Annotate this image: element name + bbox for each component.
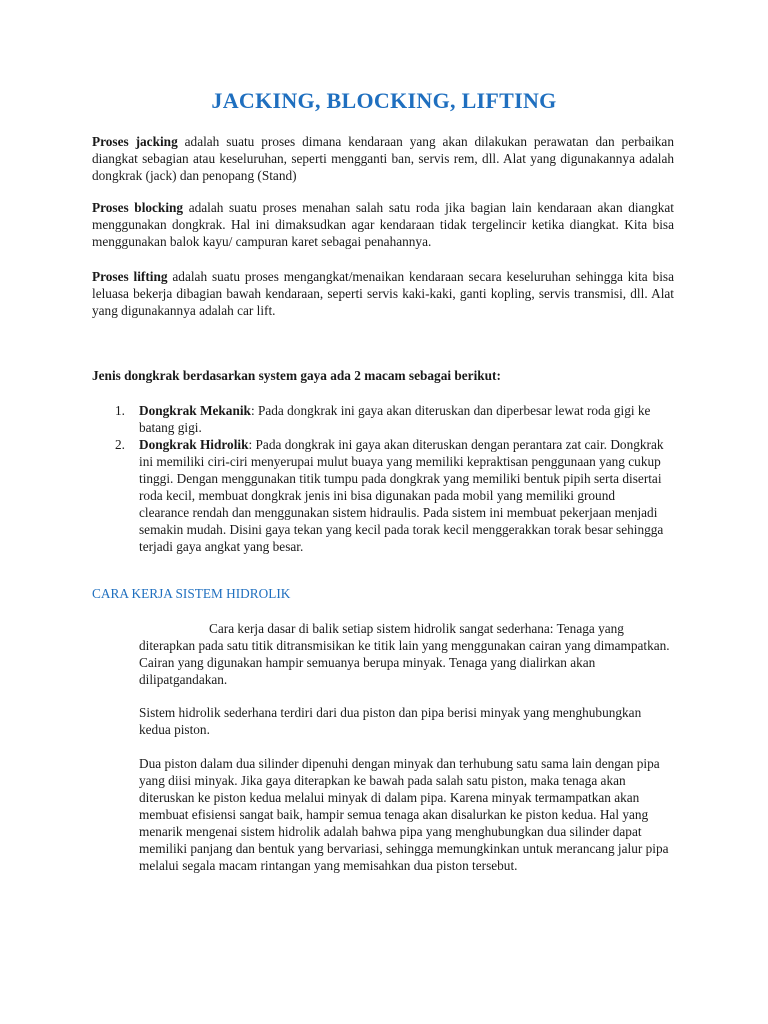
list-number: 1.	[115, 403, 125, 418]
paragraph-sistem-sederhana: Sistem hidrolik sederhana terdiri dari dua piston dan pipa berisi minyak yang menghubungkan kedua piston.	[139, 705, 642, 737]
term-dongkrak-mekanik: Dongkrak Mekanik	[139, 403, 251, 418]
jenis-dongkrak-heading: Jenis dongkrak berdasarkan system gaya ada 2 macam sebagai berikut:	[92, 368, 501, 383]
list-number: 2.	[115, 437, 125, 452]
term-blocking: Proses blocking	[92, 200, 184, 215]
term-lifting: Proses lifting	[92, 269, 168, 284]
text-blocking: adalah suatu proses menahan salah satu roda jika bagian lain kendaraan akan diangkat menggunakan dongkrak. Hal ini dimaksudkan agar kendaraan tidak tergelincir ketika diangkat. Kita bisa menggunakan balok kayu/ campuran karet sebagai penahannya.	[92, 200, 675, 249]
term-jacking: Proses jacking	[92, 134, 178, 149]
section-title-cara-kerja: CARA KERJA SISTEM HIDROLIK	[92, 586, 291, 601]
text-jacking: adalah suatu proses dimana kendaraan yang akan dilakukan perawatan dan perbaikan diangkat sebagian atau keseluruhan, seperti mengganti ban, servis rem, dll. Alat yang digunakannya adalah dongkrak (jack) dan penopang (Stand)	[92, 134, 674, 183]
list-item-dongkrak-hidrolik	[115, 436, 667, 555]
text-dongkrak-mekanik: : Pada dongkrak ini gaya akan diteruskan dan diperbesar lewat roda gigi ke batang gigi.	[139, 403, 651, 435]
document-title: JACKING, BLOCKING, LIFTING	[211, 88, 557, 113]
paragraph-lifting	[92, 268, 674, 319]
paragraph-cara-kerja-dasar	[139, 620, 673, 688]
jenis-dongkrak-list	[115, 402, 667, 555]
text-dongkrak-hidrolik: : Pada dongkrak ini gaya akan diteruskan dengan perantara zat cair. Dongkrak ini memiliki ciri-ciri menyerupai mulut buaya yang memiliki kepraktisan penggunaan yang cukup tinggi. Dengan menggunakan titik tumpu pada dongkrak yang memiliki bentuk pipih serta disertai roda kecil, membuat dongkrak jenis ini bisa digunakan pada mobil yang memiliki ground clearance rendah dan menggunakan sistem hidraulis. Pada sistem ini membuat pekerjaan menjadi semakin mudah. Disini gaya tekan yang kecil pada torak kecil menggerakkan torak besar sehingga terjadi gaya angkat yang besar.	[139, 437, 664, 554]
paragraph-dua-piston: Dua piston dalam dua silinder dipenuhi dengan minyak dan terhubung satu sama lain dengan pipa yang diisi minyak. Jika gaya diterapkan ke bawah pada salah satu piston, maka tenaga akan diteruskan ke piston kedua melalui minyak di dalam pipa. Karena minyak termampatkan akan membuat efisiensi sangat baik, hampir semua tenaga akan disalurkan ke piston kedua. Hal yang menarik mengenai sistem hidrolik adalah bahwa pipa yang menghubungkan dua silinder dapat memiliki panjang dan bentuk yang bervariasi, sehingga memungkinkan untuk merancang jalur pipa melalui segala macam rintangan yang memisahkan dua piston tersebut.	[139, 756, 669, 873]
text-lifting: adalah suatu proses mengangkat/menaikan kendaraan secara keseluruhan sehingga kita bisa leluasa bekerja dibagian bawah kendaraan, seperti servis kaki-kaki, ganti kopling, servis transmisi, dll. Alat yang digunakannya adalah car lift.	[92, 269, 674, 318]
paragraph-blocking	[92, 199, 674, 250]
text-cara-kerja-dasar: Cara kerja dasar di balik setiap sistem hidrolik sangat sederhana: Tenaga yang diterapkan pada satu titik ditransmisikan ke titik lain yang menggunakan cairan yang dimampatkan. Cairan yang digunakan hampir semuanya berupa minyak. Tenaga yang dialirkan akan dilipatgandakan.	[139, 621, 670, 687]
list-item-dongkrak-mekanik	[115, 402, 667, 436]
paragraph-jacking	[92, 133, 674, 184]
term-dongkrak-hidrolik: Dongkrak Hidrolik	[139, 437, 249, 452]
